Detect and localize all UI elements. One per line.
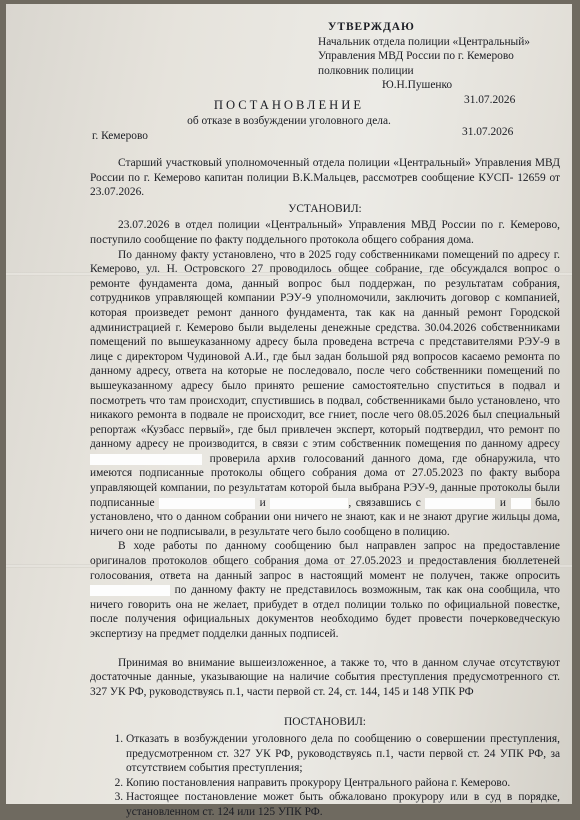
approval-line: полковник полиции: [318, 64, 414, 77]
approval-heading: УТВЕРЖДАЮ: [328, 21, 415, 33]
redaction-box: [425, 498, 495, 509]
approval-block: [318, 20, 558, 108]
paragraph: [90, 248, 560, 540]
document-subtitle: об отказе в возбуждении уголовного дела.: [187, 115, 391, 127]
paragraph-text: и: [499, 496, 507, 509]
redaction-box: [270, 498, 348, 509]
approval-signatory: Ю.Н.Пушенко: [382, 79, 453, 92]
paragraph: [90, 539, 560, 641]
document-title: ПОСТАНОВЛЕНИЕ: [213, 98, 365, 112]
document-city: г. Кемерово: [92, 130, 148, 142]
paragraph-text: было установлено, что о данном собрании они ничего не знают, как и не знают другие жильцы дома, ничего они не подписывали, в результате чего было сообщено в полицию.: [90, 496, 560, 538]
resolution-item: 3. Настоящее постановление может быть обжаловано прокурору или в суд в порядке, установленном ст. 124 или 125 УПК РФ.: [126, 790, 560, 819]
document-body: [90, 142, 560, 820]
redaction-box: [159, 498, 255, 509]
paragraph: Принимая во внимание вышеизложенное, а также то, что в данном случае отсутствуют достаточные данные, указывающие на наличие события преступления предусмотренного ст. 327 УК РФ, руководствуясь п.1, части первой ст. 24, ст. 144, 145 и 148 УПК РФ: [90, 656, 560, 698]
paragraph: 23.07.2026 в отдел полиции «Центральный» Управления МВД России по г. Кемерово, поступило сообщение по факту поддельного протокола общего собрания дома.: [90, 219, 560, 246]
paragraph-text: адресу: [527, 438, 560, 451]
approval-line: Управления МВД России по г. Кемерово: [318, 50, 514, 63]
resolution-item: 1. Отказать в возбуждении уголовного дела по сообщению о совершении преступления, предусмотренном ст. 327 УК РФ, руководствуясь п.1, части первой ст. 24 УПК РФ, за отсутствием события преступления;: [126, 732, 560, 776]
paragraph-text: проверила архив голосований данного дома, где обнаружила, что имеются подписанные протоколы общего собрания дома от 27.05.2023 по факту выбора управляющей компании, по результатам которой была выбрана РЭУ-9, данные протоколы были подписанные: [90, 452, 560, 509]
redaction-box: [90, 454, 202, 465]
approval-date: 31.07.2026: [464, 93, 516, 106]
redaction-box: [90, 585, 170, 596]
paragraph-text: В ходе работы по данному сообщению был направлен запрос на предоставление оригиналов протоколов общего собрания дома от 27.05.2023 и предоставления бюллетеней голосования, ответа на данный запрос в настоящий момент не получен, также опросить: [90, 540, 560, 582]
document-date: 31.07.2026: [462, 126, 514, 138]
paragraph-text: по данному факту не представилось возможным, так как она сообщила, что ничего говорить она не желает, прибудет в отдел полиции только по официальной повестке, после получения официальных документов необходимо будет провести почерковедческую экспертизу на предмет подделки данных подписей.: [90, 584, 560, 640]
paragraph-text: , связавшись с: [348, 496, 421, 509]
intro-paragraph: Старший участковый уполномоченный отдела полиции «Центральный» Управления МВД России по г. Кемерово капитан полиции В.К.Мальцев, рассмотрев сообщение КУСП- 12659 от 23.07.2026.: [90, 157, 560, 199]
resolution-list: [90, 732, 560, 820]
resolution-item: 2. Копию постановления направить прокурору Центрального района г. Кемерово.: [126, 776, 560, 791]
approval-line: Начальник отдела полиции «Центральный»: [318, 35, 530, 48]
paragraph-text: По данному факту установлено, что в 2025 году собственниками помещений по адресу г. Кемерово, ул. Н. Островского 27 проводилось общее собрание, где обсуждался вопрос о ремонте фундамента дома, данный вопрос был поддержан, по результатам собрания, сотрудников управляющей компании РЭУ-9 уполномочили, заключить договор с компанией, которая произведет ремонт данного фундамента, так как на данный ремонт Городской администрацией г. Кемерово были выделены денежные средства. 30.04.2026 собственниками помещений по вышеуказанному адресу была проведена встреча с представителями РЭУ-9 в лице с директором Чудиновой А.И., где был задан большой ряд вопросов касаемо ремонта по данному адресу, ответа на которые не последовало, после чего собственники помещений по вышеуказанному адресу было принято решение самостоятельно спуститься в подвал и посмотреть что там происходит, спустившись в подвал, собственниками было установлено, что никакого ремонта в подвале не происходит, все гниет, после чего 08.05.2026 был специальный репортаж «Кузбасс первый», где был привлечен эксперт, который подтвердил, что ремонт по данному адресу не производится, в связи с этим собственник помещения по данному: [90, 248, 560, 451]
document-page: [6, 4, 572, 818]
resolved-heading: ПОСТАНОВИЛ:: [284, 716, 366, 729]
redaction-box: [511, 498, 531, 509]
paragraph-text: и: [259, 496, 266, 509]
established-heading: УСТАНОВИЛ:: [288, 202, 362, 215]
